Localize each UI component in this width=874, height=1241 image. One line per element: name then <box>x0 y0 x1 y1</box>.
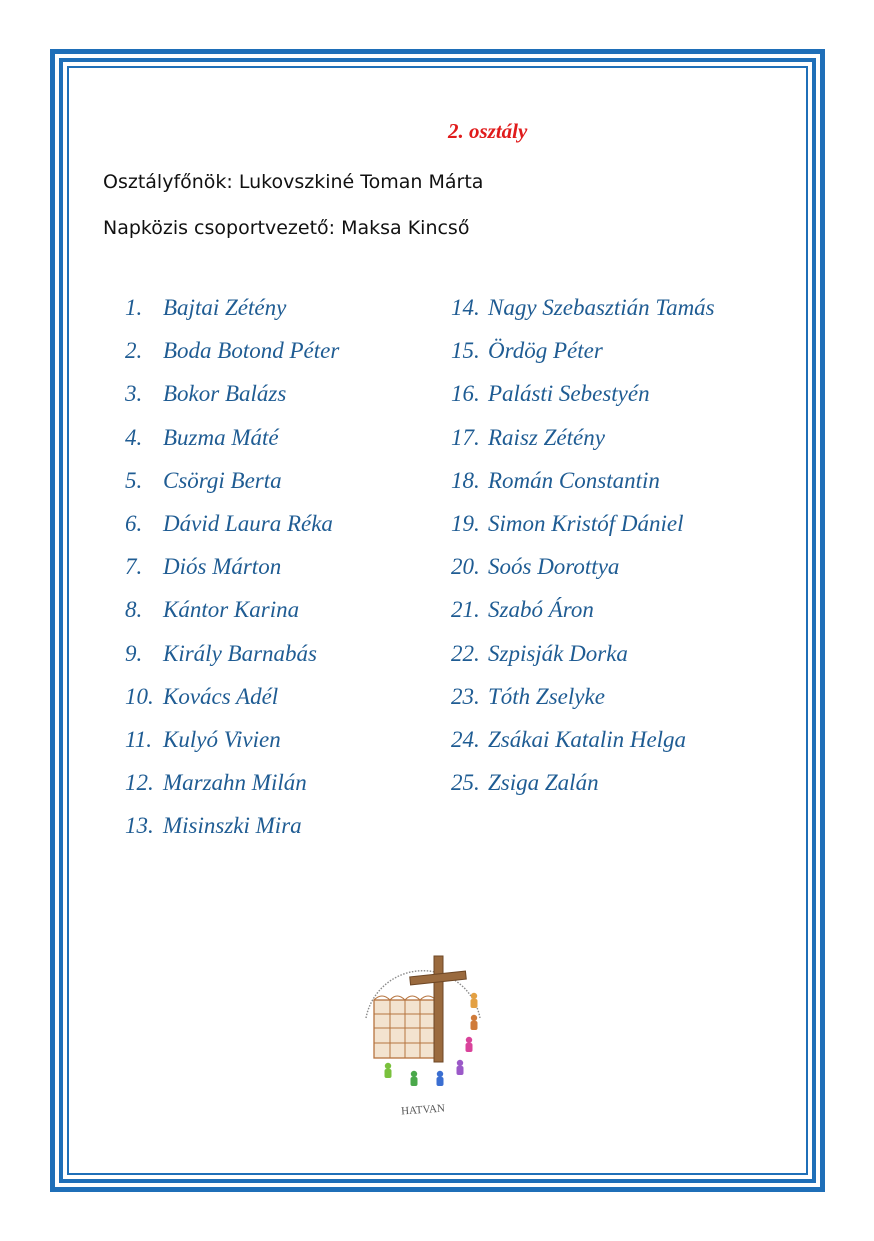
student-list-item <box>451 549 715 592</box>
student-list-item <box>451 463 715 506</box>
student-list-item <box>125 549 339 592</box>
student-list-item <box>125 376 339 419</box>
student-name: Boda Botond Péter <box>163 338 340 364</box>
student-list-item <box>125 333 339 376</box>
student-list-item <box>451 333 715 376</box>
student-number: 11. <box>125 726 153 752</box>
student-list-item <box>125 290 339 333</box>
student-number: 15. <box>451 338 480 364</box>
school-logo-icon <box>352 948 494 1120</box>
student-name: Palásti Sebestyén <box>488 381 650 407</box>
student-list-item <box>125 420 339 463</box>
student-list-item <box>451 765 715 808</box>
logo-caption: HATVAN <box>400 1102 446 1118</box>
student-name: Csörgi Berta <box>163 467 282 493</box>
student-name: Marzahn Milán <box>163 770 307 796</box>
student-name: Szabó Áron <box>488 597 594 623</box>
student-list-item <box>125 679 339 722</box>
student-list-item <box>451 722 715 765</box>
student-list-item <box>125 463 339 506</box>
student-name: Buzma Máté <box>163 424 279 450</box>
student-list-right <box>451 290 715 808</box>
student-name: Kulyó Vivien <box>163 726 281 752</box>
student-number: 25. <box>451 770 480 796</box>
student-number: 21. <box>451 597 480 623</box>
student-list-item <box>451 420 715 463</box>
student-number: 16. <box>451 381 480 407</box>
student-number: 18. <box>451 467 480 493</box>
student-name: Szpisják Dorka <box>488 640 628 666</box>
student-name: Kovács Adél <box>163 683 279 709</box>
student-number: 5. <box>125 467 143 493</box>
student-number: 20. <box>451 554 480 580</box>
student-list-left <box>125 290 339 851</box>
student-list-item <box>125 636 339 679</box>
student-list-item <box>451 290 715 333</box>
student-number: 12. <box>125 770 154 796</box>
student-name: Dávid Laura Réka <box>163 510 333 536</box>
student-number: 24. <box>451 726 480 752</box>
student-name: Román Constantin <box>488 467 660 493</box>
student-number: 8. <box>125 597 143 623</box>
student-number: 19. <box>451 510 480 536</box>
student-list-item <box>125 722 339 765</box>
student-name: Kántor Karina <box>163 597 300 623</box>
student-list-item <box>125 808 339 851</box>
student-name: Zsákai Katalin Helga <box>488 726 687 752</box>
student-list-item <box>125 506 339 549</box>
afterschool-leader: Napközis csoportvezető: Maksa Kincső <box>103 217 470 239</box>
class-title: 2. osztály <box>448 119 528 143</box>
student-name: Diós Márton <box>163 554 282 580</box>
student-number: 9. <box>125 640 143 666</box>
student-name: Simon Kristóf Dániel <box>488 510 684 536</box>
student-number: 4. <box>125 424 143 450</box>
student-list-item <box>451 679 715 722</box>
student-list-item <box>451 636 715 679</box>
student-name: Raisz Zétény <box>488 424 605 450</box>
student-number: 2. <box>125 338 143 364</box>
student-number: 13. <box>125 813 154 839</box>
student-number: 23. <box>451 683 480 709</box>
student-name: Nagy Szebasztián Tamás <box>488 295 715 320</box>
student-name: Misinszki Mira <box>163 813 302 839</box>
student-name: Bajtai Zétény <box>163 295 287 320</box>
student-number: 1. <box>125 295 143 320</box>
student-number: 14. <box>451 295 480 320</box>
student-name: Ördög Péter <box>488 338 603 364</box>
student-number: 3. <box>125 381 143 407</box>
homeroom-teacher: Osztályfőnök: Lukovszkiné Toman Márta <box>103 171 484 193</box>
student-number: 17. <box>451 424 480 450</box>
student-name: Soós Dorottya <box>488 554 620 580</box>
student-name: Tóth Zselyke <box>488 683 605 709</box>
student-name: Zsiga Zalán <box>488 770 599 796</box>
student-name: Király Barnabás <box>163 640 317 666</box>
student-number: 7. <box>125 554 143 580</box>
student-list-item <box>125 592 339 635</box>
student-list-item <box>451 506 715 549</box>
student-number: 6. <box>125 510 143 536</box>
student-number: 10. <box>125 683 154 709</box>
student-list-item <box>451 592 715 635</box>
student-name: Bokor Balázs <box>163 381 287 407</box>
student-list-item <box>451 376 715 419</box>
student-number: 22. <box>451 640 480 666</box>
student-list-item <box>125 765 339 808</box>
